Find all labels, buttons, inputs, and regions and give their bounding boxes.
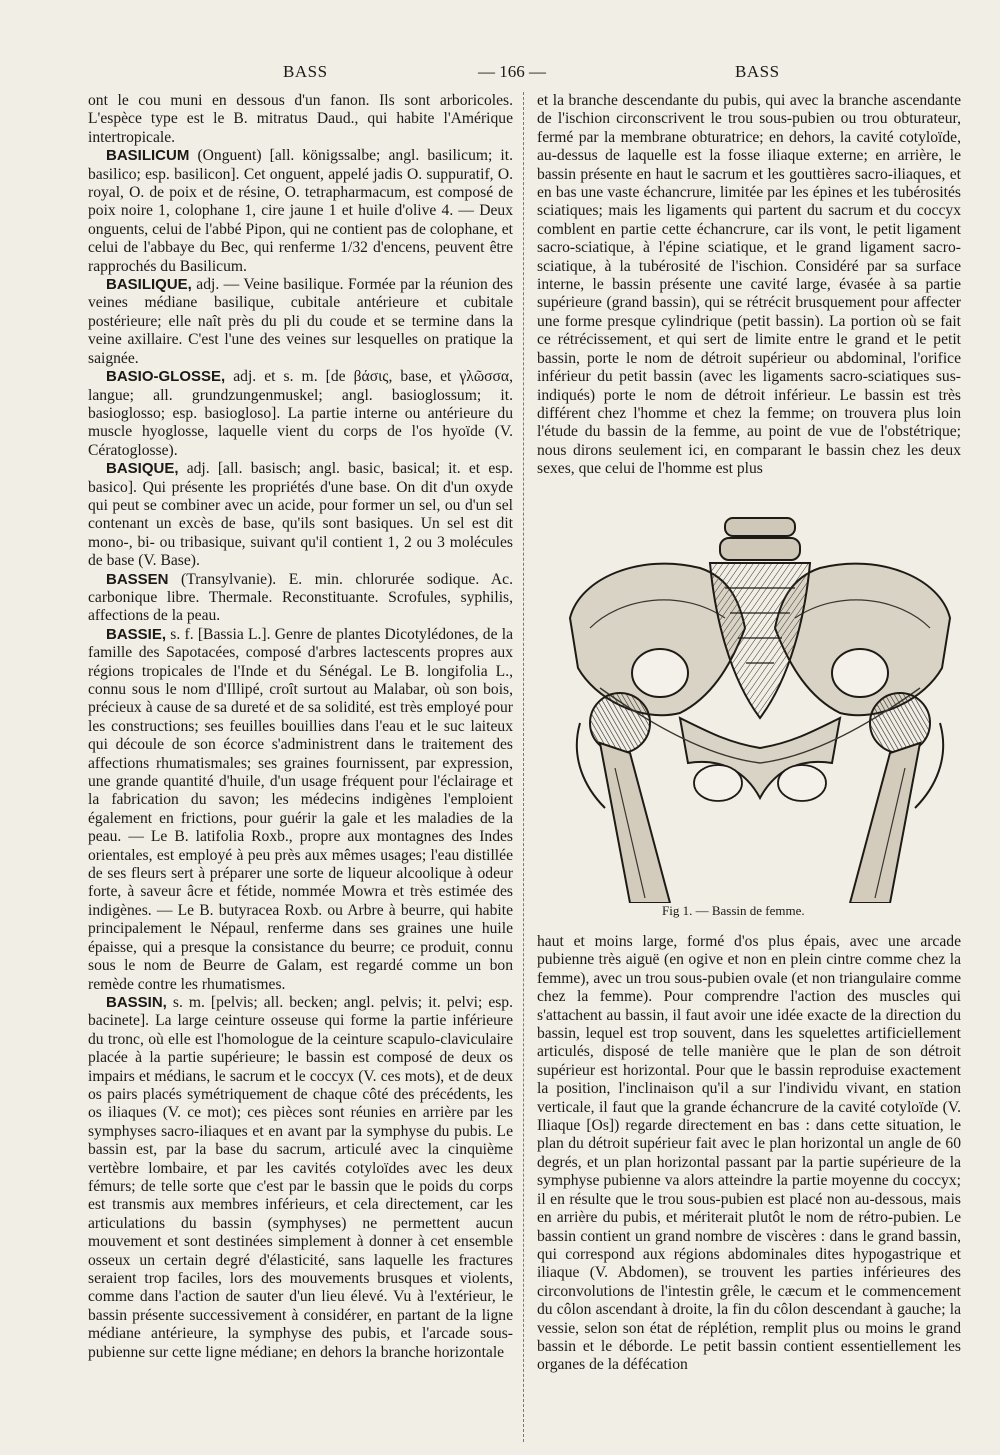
entry-headword: BASILIQUE, [106,276,192,294]
entry-bassen [88,571,513,626]
female-pelvis-engraving [560,508,960,903]
entry-continuation [88,92,513,147]
header-left-word: BASS [283,62,328,81]
entry-bassie [88,626,513,994]
entry-headword: BASIQUE, [106,460,179,478]
entry-text: adj. — Veine basilique. Formée par la réunion des veines médiane basilique, cubitale antérieure et cubitale postérieure; elle naît près du pli du coude et se termine dans la veine axillaire. C'est l'une des veines sur lesquelles on pratique la saignée. [88,276,513,367]
entry-basilique [88,276,513,368]
pelvis-illustration [560,508,960,903]
entry-text: adj. et s. m. [de βάσις, base, et γλῶσσα, langue; all. grundzungenmuskel; angl. basioglossum; it. basioglosso; esp. basiogloso]. La partie interne ou antérieure du muscle hyoglosse, laquelle vient du corps de l'os hyoïde (V. Cératoglosse). [88,368,513,459]
entry-text: et la branche descendante du pubis, qui avec la branche ascendante de l'ischion circonscrivent le trou sous-pubien ou trou obturateur, fermé par la membrane obturatrice; en dehors, la cavité cotyloïde, au-dessus de laquelle est la fosse iliaque externe; en arrière, le bassin présente en haut le sacrum et les gouttières sacro-iliaques, et en bas une vaste échancrure, limitée par les épines et les tubérosités sciatiques; mais les ligaments qui partent du sacrum et du coccyx comblent en partie cette échancrure, car ils vont, le petit ligament sacro-sciatique, à l'épine sciatique, et le grand ligament sacro-sciatique, à la tubérosité de l'ischion. Considéré par sa surface interne, le bassin présente une cavité large, évasée à sa partie supérieure (grand bassin), qui se rétrécit brusquement pour affecter une forme presque cylindrique (petit bassin). La portion où se fait ce rétrécissement, et qui sert de limite entre le grand et le petit bassin, porte le nom de détroit supérieur ou abdominal, l'orifice inférieur du petit bassin (avec les ligaments sacro-sciatiques sus-indiqués) porte le nom de détroit inférieur. Le bassin est très différent chez l'homme et chez la femme; on trouvera plus loin l'étude du bassin de la femme, au point de vue de l'obstétrique; nous dirons seulement ici, en comparant le bassin chez les deux sexes, que celui de l'homme est plus [537,92,961,478]
entry-text: s. f. [Bassia L.]. Genre de plantes Dicotylédones, de la famille des Sapotacées, composé d'arbres lactescents propres aux régions tropicales de l'Inde et du Sénégal. Le B. longifolia L., connu sous le nom d'Illipé, croît surtout au Malabar, où son bois, précieux à cause de sa dureté et de sa solidité, est très employé pour les constructions; ses feuilles bouillies dans l'eau et le suc laiteux qui découle de son écorce s'administrent dans le traitement des affections rhumatismales; ses graines fournissent, par expression, une grande quantité d'huile, d'un usage fréquent pour l'éclairage et la fabrication du savon; les médecins indigènes l'emploient également en frictions, pour guérir la gale et les maladies de la peau. — Le B. latifolia Roxb., propre aux montagnes des Indes orientales, est employé à peu près aux mêmes usages; l'eau distillée de ses fleurs sert à préparer une sorte de liqueur alcoolique à odeur forte, à saveur âcre et fétide, nommée Mowra et très estimée des indigènes. — Le B. butyracea Roxb. ou Arbre à beurre, qui habite principalement le Népaul, renferme dans ses graines une huile épaisse, qui a presque la consistance du beurre; ce produit, connu sous le nom de Beurre de Galam, est regardé comme un bon remède contre les rhumatismes. [88,625,513,993]
entry-basique [88,460,513,570]
entry-basio-glosse [88,368,513,460]
entry-text: (Onguent) [all. königssalbe; angl. basilicum; it. basilico; esp. basilicon]. Cet onguent, appelé jadis O. suppuratif, O. royal, O. de poix et de résine, O. tetrapharmacum, est composé de poix noire 1, colophane 1, cire jaune 1 et huile d'olive 4. — Deux onguents, celui de l'abbé Pipon, qui ne contient pas de colophane, et celui de l'abbaye du Bec, qui renferme 1/32 d'encens, peuvent être rapprochés du Basilicum. [88,147,513,275]
right-column-top [537,92,961,507]
column-divider [523,92,524,1442]
entry-bassin [88,994,513,1362]
page-number: — 166 — [478,62,546,81]
entry-headword: BASSIE, [106,625,167,643]
entry-text: s. m. [pelvis; all. becken; angl. pelvis; it. pelvi; esp. bacinete]. La large ceinture osseuse qui forme la partie inférieure du tronc, où elle est l'homologue de la ceinture scapulo-claviculaire placée à la partie supérieure; le bassin est composé de deux os impairs et médians, le sacrum et le coccyx (V. ces mots), et de deux os pairs placés symétriquement de chaque côté des précédents, les os iliaques (V. ce mot); ces pièces sont réunies en arrière par les symphyses sacro-iliaques et en avant par la symphyse du pubis. Le bassin est, par la base du sacrum, articulé avec la cinquième vertèbre lombaire, et par les cavités cotyloïdes avec les deux fémurs; de telle sorte que c'est par le bassin que le poids du corps est transmis aux membres inférieurs, et cela directement, car les articulations du bassin (symphyses) ne permettent aucun mouvement et sont destinées simplement à donner à cet ensemble osseux un certain degré d'élasticité, sans laquelle les fractures seraient trop faciles, lors des mouvements brusques et violents, comme dans l'action de sauter d'un lieu élevé. Vu à l'extérieur, le bassin présente successivement à considérer, en partant de la ligne médiane antérieure, la symphyse des pubis, et l'arcade sous-pubienne sur cette ligne médiane; en dehors la branche horizontale [88,993,513,1361]
entry-headword: BASIO-GLOSSE, [106,368,226,386]
entry-text: haut et moins large, formé d'os plus épais, avec une arcade pubienne très aiguë (en ogive et non en plein cintre comme chez la femme), avec un trou sous-pubien ovale (et non triangulaire comme chez la femme). Pour comprendre l'action des muscles qui s'attachent au bassin, il faut avoir une idée exacte de la direction du bassin, lequel est trop souvent, dans les squelettes artificiellement articulés, disposé de telle manière que le plan de son détroit supérieur est horizontal. Pour que le bassin reproduise exactement la position, l'inclinaison qu'il a sur l'individu vivant, en station verticale, il faut que la grande échancrure de la cavité cotyloïde (V. Iliaque [Os]) regarde directement en bas : dans cette situation, le plan du détroit supérieur fait avec le plan horizontal un angle de 60 degrés, et un plan horizontal passant par la partie supérieure de la symphyse pubienne va alors atteindre la partie moyenne du coccyx; il en résulte que le trou sous-pubien est placé non au-dessous, mais en arrière du pubis, et mériterait plutôt le nom de rétro-pubien. Le bassin contient un grand nombre de viscères : dans le grand bassin, qui correspond aux régions abdominales dites hypogastrique et iliaque (V. Abdomen), se trouvent les parties inférieures des circonvolutions de l'intestin grêle, le cæcum et le commencement du côlon ascendant à droite, la fin du côlon descendant à gauche; la vessie, selon son état de réplétion, remplit plus ou moins le grand bassin et le déborde. Le petit bassin contient essentiellement les organes de la défécation [537,933,961,1374]
header-right-word: BASS [735,62,780,81]
entry-text: adj. [all. basisch; angl. basic, basical; it. et esp. basico]. Qui présente les propriétés d'une base. On dit d'un oxyde qui peut se combiner avec un acide, pour former un sel, ou d'un sel contenant un excès de base, qu'ils sont basiques. Un sel est dit mono-, bi- ou tribasique, suivant qu'il contient 1, 2 ou 3 molécules de base (V. Base). [88,460,513,570]
figure-caption: Fig 1. — Bassin de femme. [662,903,805,918]
entry-text: (Transylvanie). E. min. chlorurée sodique. Ac. carbonique libre. Thermale. Reconstituante. Scrofules, syphilis, affections de la peau. [88,570,513,625]
entry-headword: BASSEN [106,570,169,588]
entry-text: ont le cou muni en dessous d'un fanon. Ils sont arboricoles. L'espèce type est le B. mitratus Daud., qui habite l'Amérique intertropicale. [88,92,513,146]
entry-basilicum [88,147,513,276]
entry-headword: BASSIN, [106,993,167,1011]
running-header [0,60,1000,86]
left-column [88,92,513,1442]
entry-headword: BASILICUM [106,147,190,165]
right-column-bottom [537,933,961,1443]
